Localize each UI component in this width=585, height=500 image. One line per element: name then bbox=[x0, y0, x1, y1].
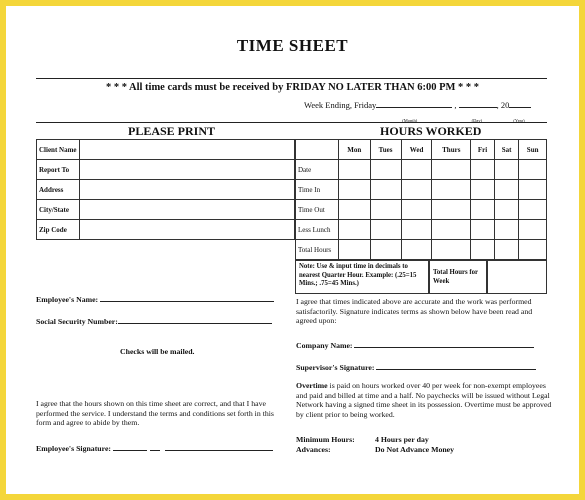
hours-cell[interactable] bbox=[494, 160, 518, 180]
city-state-field[interactable] bbox=[80, 200, 295, 220]
supervisor-signature-label: Supervisor's Signature: bbox=[296, 363, 375, 372]
day-hint: (Day) bbox=[471, 118, 483, 123]
day-mon: Mon bbox=[339, 140, 371, 160]
signature-date-field-2[interactable] bbox=[165, 442, 273, 451]
hours-cell[interactable] bbox=[432, 200, 471, 220]
hours-cell[interactable] bbox=[494, 220, 518, 240]
week-ending-month-field[interactable] bbox=[376, 107, 452, 123]
hours-cell[interactable] bbox=[471, 180, 495, 200]
top-divider bbox=[36, 78, 547, 79]
overtime-text: is paid on hours worked over 40 per week for non-exempt employees and paid and billed at time and a half. No paychecks will be issued without Legal Network having a signed time sheet in its possession. Overtime must be approved by client prior to being worked. bbox=[296, 381, 552, 419]
page-title: TIME SHEET bbox=[236, 36, 349, 55]
employee-signature-field[interactable] bbox=[113, 442, 147, 451]
zip-code-field[interactable] bbox=[80, 220, 295, 240]
day-sun: Sun bbox=[519, 140, 547, 160]
hours-cell[interactable] bbox=[339, 240, 371, 260]
month-hint: (Month) bbox=[402, 118, 418, 123]
signature-date-field-1[interactable] bbox=[150, 442, 160, 451]
total-hours-week-field[interactable] bbox=[487, 260, 547, 294]
employee-agreement-text: I agree that the hours shown on this time sheet are correct, and that I have performed the service. I understand the terms and conditions set forth in this form and agree to abide by them. bbox=[36, 399, 274, 427]
minimum-hours-label: Minimum Hours: bbox=[296, 435, 355, 444]
hours-cell[interactable] bbox=[370, 180, 401, 200]
hours-cell[interactable] bbox=[471, 200, 495, 220]
row-label-less-lunch: Less Lunch bbox=[296, 220, 339, 240]
supervisor-signature-row bbox=[296, 361, 536, 373]
day-sat: Sat bbox=[494, 140, 518, 160]
overtime-paragraph bbox=[296, 381, 552, 419]
hours-cell[interactable] bbox=[339, 220, 371, 240]
total-hours-week-label: Total Hours for Week bbox=[429, 260, 487, 294]
client-info-table bbox=[36, 139, 295, 240]
row-label-time-in: Time In bbox=[296, 180, 339, 200]
address-field[interactable] bbox=[80, 180, 295, 200]
hours-cell[interactable] bbox=[370, 220, 401, 240]
hours-cell[interactable] bbox=[339, 160, 371, 180]
employee-name-field[interactable] bbox=[100, 293, 274, 302]
employee-name-label: Employee's Name: bbox=[36, 295, 99, 304]
ssn-row bbox=[36, 315, 272, 327]
employee-signature-row bbox=[36, 442, 273, 454]
supervisor-agreement-text: I agree that times indicated above are accurate and the work was performed satisfactorily. Signature indicates terms as shown below have been read and agreed upon: bbox=[296, 297, 533, 325]
client-name-field[interactable] bbox=[80, 140, 295, 160]
hours-cell[interactable] bbox=[432, 240, 471, 260]
day-fri: Fri bbox=[471, 140, 495, 160]
year-hint: (Year) bbox=[513, 118, 525, 123]
hours-cell[interactable] bbox=[471, 220, 495, 240]
hours-cell[interactable] bbox=[432, 220, 471, 240]
hours-cell[interactable] bbox=[494, 240, 518, 260]
week-ending-comma: , bbox=[454, 100, 457, 110]
time-sheet-page bbox=[6, 6, 579, 494]
hours-cell[interactable] bbox=[519, 160, 547, 180]
hours-cell[interactable] bbox=[370, 240, 401, 260]
day-wed: Wed bbox=[401, 140, 432, 160]
week-ending-row bbox=[304, 100, 531, 123]
day-thurs: Thurs bbox=[432, 140, 471, 160]
hours-cell[interactable] bbox=[519, 240, 547, 260]
row-label-date: Date bbox=[296, 160, 339, 180]
city-state-label: City/State bbox=[37, 200, 80, 220]
company-name-label: Company Name: bbox=[296, 341, 353, 350]
row-label-total-hours: Total Hours bbox=[296, 240, 339, 260]
hours-cell[interactable] bbox=[519, 180, 547, 200]
address-label: Address bbox=[37, 180, 80, 200]
hours-cell[interactable] bbox=[339, 180, 371, 200]
hours-worked-heading: HOURS WORKED bbox=[380, 124, 482, 138]
week-ending-day-field[interactable] bbox=[459, 107, 497, 123]
hours-cell[interactable] bbox=[432, 160, 471, 180]
ssn-field[interactable] bbox=[118, 315, 272, 324]
hours-cell[interactable] bbox=[432, 180, 471, 200]
ssn-label: Social Security Number: bbox=[36, 317, 118, 326]
hours-cell[interactable] bbox=[401, 200, 432, 220]
week-ending-label: Week Ending, Friday bbox=[304, 100, 377, 110]
row-label-time-out: Time Out bbox=[296, 200, 339, 220]
minimum-hours-value: 4 Hours per day bbox=[375, 435, 429, 444]
hours-cell[interactable] bbox=[339, 200, 371, 220]
week-ending-year-prefix: , 20 bbox=[496, 100, 510, 110]
advances-value: Do Not Advance Money bbox=[375, 445, 455, 454]
advances-label: Advances: bbox=[296, 445, 331, 454]
section-divider bbox=[36, 122, 547, 123]
hours-cell[interactable] bbox=[494, 200, 518, 220]
company-name-field[interactable] bbox=[354, 339, 534, 348]
hours-cell[interactable] bbox=[401, 240, 432, 260]
hours-cell[interactable] bbox=[519, 220, 547, 240]
supervisor-signature-field[interactable] bbox=[376, 361, 536, 370]
hours-cell[interactable] bbox=[401, 220, 432, 240]
hours-cell[interactable] bbox=[519, 200, 547, 220]
hours-cell[interactable] bbox=[471, 160, 495, 180]
report-to-label: Report To bbox=[37, 160, 80, 180]
week-ending-year-field[interactable] bbox=[509, 107, 531, 123]
day-tues: Tues bbox=[370, 140, 401, 160]
company-name-row bbox=[296, 339, 534, 351]
hours-cell[interactable] bbox=[370, 200, 401, 220]
hours-corner-cell bbox=[296, 140, 339, 160]
please-print-heading: PLEASE PRINT bbox=[128, 124, 216, 138]
notice-text: * * * All time cards must be received by FRIDAY NO LATER THAN 6:00 PM * * * bbox=[105, 82, 480, 93]
hours-cell[interactable] bbox=[401, 180, 432, 200]
hours-cell[interactable] bbox=[471, 240, 495, 260]
decimal-note: Note: Use & input time in decimals to nearest Quarter Hour. Example: (.25=15 Mins.; .75=45 Mins.) bbox=[295, 260, 429, 294]
hours-cell[interactable] bbox=[494, 180, 518, 200]
checks-mailed-note: Checks will be mailed. bbox=[120, 347, 195, 356]
client-name-label: Client Name bbox=[37, 140, 80, 160]
employee-signature-label: Employee's Signature: bbox=[36, 444, 112, 453]
hours-worked-table bbox=[295, 139, 547, 260]
hours-cell[interactable] bbox=[401, 160, 432, 180]
report-to-field[interactable] bbox=[80, 160, 295, 180]
employee-name-row bbox=[36, 293, 274, 305]
hours-cell[interactable] bbox=[370, 160, 401, 180]
overtime-label: Overtime bbox=[296, 381, 328, 390]
zip-code-label: Zip Code bbox=[37, 220, 80, 240]
